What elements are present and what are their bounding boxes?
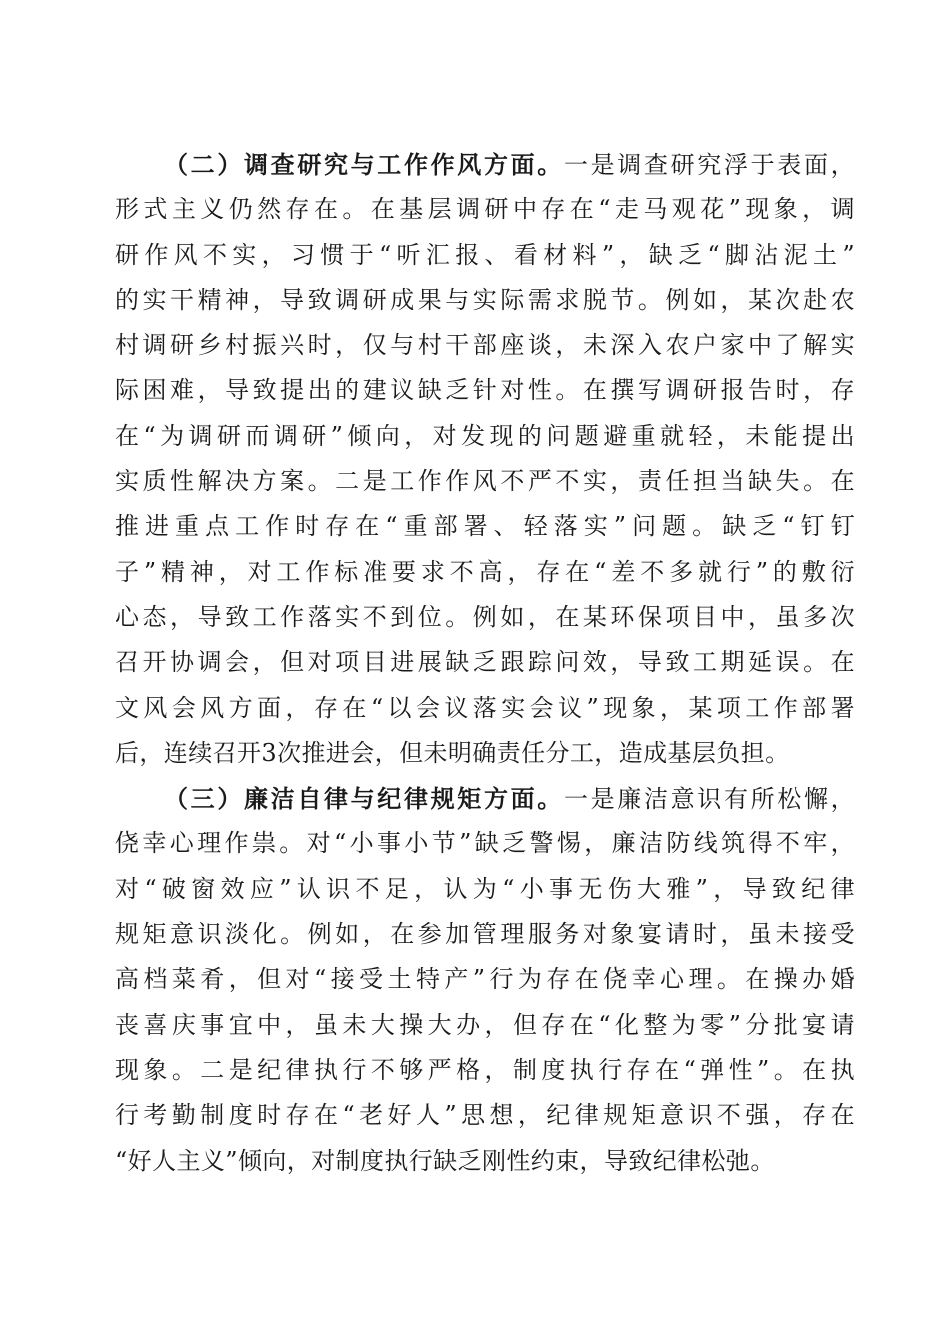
text-line: 丧喜庆事宜中，虽未大操大办，但存在“化整为零”分批宴请 (115, 1010, 855, 1039)
text-line: 形式主义仍然存在。在基层调研中存在“走马观花”现象，调 (115, 195, 855, 224)
text-line: 一是调查研究浮于表面， (563, 151, 856, 179)
text-line: 一是廉洁意识有所松懈， (563, 785, 856, 814)
text-line: 村调研乡村振兴时，仅与村干部座谈，未深入农户家中了解实 (115, 331, 855, 360)
paragraph-integrity-discipline (115, 776, 855, 1184)
text-line: 现象。二是纪律执行不够严格，制度执行存在“弹性”。在执 (115, 1055, 855, 1084)
paragraph-work-style (115, 142, 855, 776)
text-line: 侥幸心理作祟。对“小事小节”缺乏警惕，廉洁防线筑得不牢， (115, 829, 855, 858)
text-line: 在“为调研而调研”倾向，对发现的问题避重就轻，未能提出 (115, 421, 855, 450)
text-line: 后，连续召开3次推进会，但未明确责任分工，造成基层负担。 (115, 738, 790, 767)
section-heading: （二）调查研究与工作作风方面。 (164, 150, 564, 179)
text-line: 文风会风方面，存在“以会议落实会议”现象，某项工作部署 (115, 693, 855, 722)
paragraph-first-line (115, 142, 855, 187)
text-line: 高档菜肴，但对“接受土特产”行为存在侥幸心理。在操办婚 (115, 965, 855, 994)
text-line: 推进重点工作时存在“重部署、轻落实”问题。缺乏“钉钉 (115, 512, 855, 541)
text-line: 的实干精神，导致调研成果与实际需求脱节。例如，某次赴农 (115, 285, 855, 314)
text-line: 对“破窗效应”认识不足，认为“小事无伤大雅”，导致纪律 (115, 874, 855, 903)
text-line: 行考勤制度时存在“老好人”思想，纪律规矩意识不强，存在 (115, 1101, 855, 1130)
text-line: “好人主义”倾向，对制度执行缺乏刚性约束，导致纪律松弛。 (115, 1146, 775, 1175)
section-heading: （三）廉洁自律与纪律规矩方面。 (164, 784, 564, 814)
text-line: 心态，导致工作落实不到位。例如，在某环保项目中，虽多次 (115, 602, 855, 631)
document-body (115, 142, 855, 1184)
text-line: 实质性解决方案。二是工作作风不严不实，责任担当缺失。在 (115, 467, 855, 496)
text-line: 规矩意识淡化。例如，在参加管理服务对象宴请时，虽未接受 (115, 920, 855, 949)
text-line: 际困难，导致提出的建议缺乏针对性。在撰写调研报告时，存 (115, 376, 855, 405)
paragraph-first-line (115, 776, 855, 821)
text-line: 召开协调会，但对项目进展缺乏跟踪问效，导致工期延误。在 (115, 648, 855, 677)
text-line: 子”精神，对工作标准要求不高，存在“差不多就行”的敷衍 (115, 557, 855, 586)
text-line: 研作风不实，习惯于“听汇报、看材料”，缺乏“脚沾泥土” (115, 240, 855, 269)
